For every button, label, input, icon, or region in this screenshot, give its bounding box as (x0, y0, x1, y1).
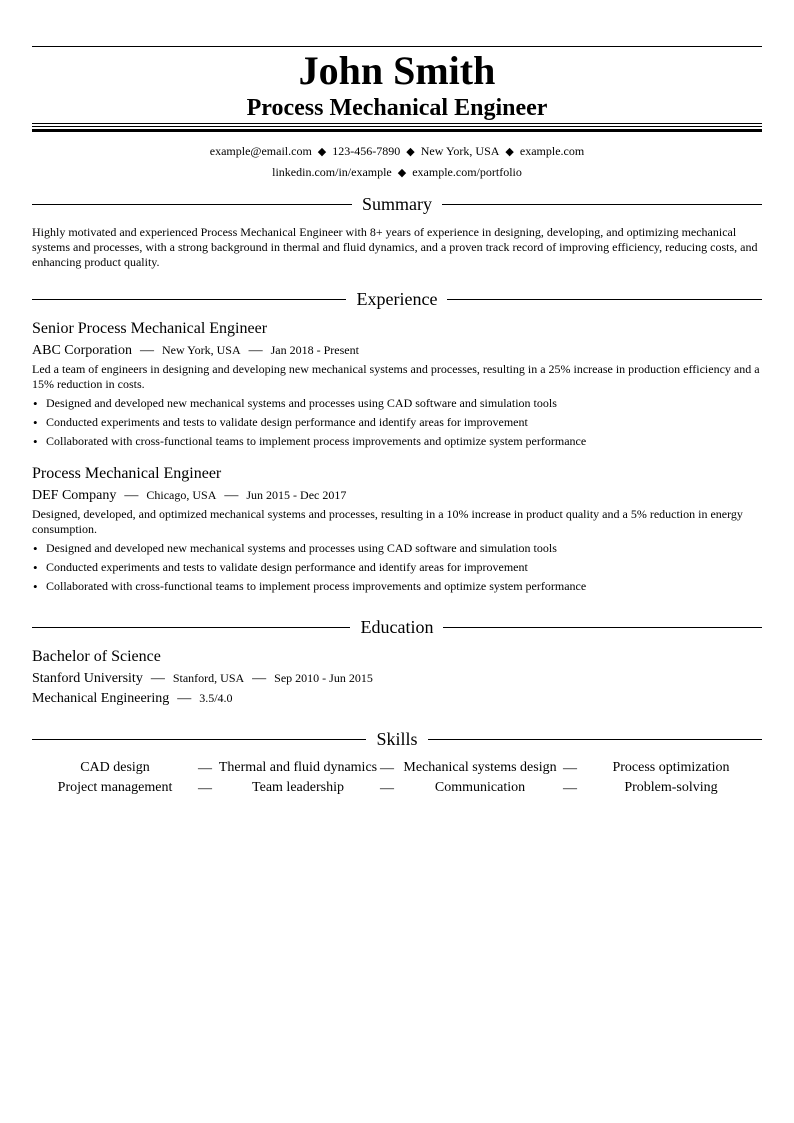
skill-item: Process optimization (612, 760, 730, 775)
job-description: Designed, developed, and optimized mechanical systems and processes, resulting in a 10% increase in product quality and a 5% reduction in energy consumption. (32, 507, 743, 536)
education-meta (32, 669, 373, 688)
skill-item: Communication (434, 780, 526, 795)
contact-website[interactable]: example.com (519, 144, 585, 158)
education-section-heading (32, 616, 762, 640)
education-gpa: 3.5/4.0 (199, 691, 233, 705)
candidate-name: John Smith (298, 48, 496, 93)
job-company: DEF Company (32, 488, 117, 503)
skills-row (32, 758, 762, 778)
education-location: Stanford, USA (172, 671, 245, 685)
dash-separator: — (124, 488, 139, 503)
education-dates: Sep 2010 - Jun 2015 (274, 671, 373, 685)
dash-separator: — (177, 691, 192, 706)
contact-phone[interactable]: 123-456-7890 (332, 144, 401, 158)
list-item: • Designed and developed new mechanical systems and processes using CAD software and simulation tools (32, 539, 762, 558)
dash-separator: — (150, 671, 165, 686)
dash-separator: — (563, 761, 577, 776)
header-rule-mid (32, 126, 762, 127)
job-description: Led a team of engineers in designing and developing new mechanical systems and processes, resulting in a 25% increase in production efficiency and a 15% reduction in costs. (32, 362, 760, 391)
job-bullet-list (32, 539, 762, 596)
list-item: • Collaborated with cross-functional teams to implement process improvements and optimize system performance (32, 432, 762, 451)
education-heading: Education (351, 617, 444, 637)
dash-separator: — (248, 343, 263, 358)
skill-item: Project management (57, 780, 173, 795)
contact-line-1 (32, 143, 762, 160)
job-title: Process Mechanical Engineer (32, 465, 222, 482)
contact-line-2 (32, 164, 762, 181)
education-school: Stanford University (32, 671, 143, 686)
summary-heading: Summary (352, 194, 442, 214)
dash-separator: — (252, 671, 267, 686)
list-item: • Designed and developed new mechanical systems and processes using CAD software and simulation tools (32, 394, 762, 413)
experience-heading: Experience (347, 289, 448, 309)
job-bullet-list (32, 394, 762, 451)
skill-item: Mechanical systems design (403, 760, 557, 775)
skills-row (32, 778, 762, 798)
dash-separator: — (198, 781, 212, 796)
job-location: New York, USA (161, 343, 241, 357)
dash-separator: — (563, 781, 577, 796)
skills-section-heading (32, 728, 762, 752)
dash-separator: — (198, 761, 212, 776)
dash-separator: — (224, 488, 239, 503)
list-item: • Conducted experiments and tests to validate design performance and identify areas for improvement (32, 558, 762, 577)
contact-portfolio[interactable]: example.com/portfolio (412, 165, 522, 179)
list-item: • Collaborated with cross-functional teams to implement process improvements and optimize system performance (32, 577, 762, 596)
job-dates: Jan 2018 - Present (270, 343, 359, 357)
job-dates: Jun 2015 - Dec 2017 (246, 488, 347, 502)
job-company: ABC Corporation (32, 343, 132, 358)
diamond-separator-icon: ◆ (397, 167, 407, 179)
skill-item: Team leadership (252, 780, 344, 795)
skills-heading: Skills (366, 729, 427, 749)
dash-separator: — (380, 761, 394, 776)
list-item: • Conducted experiments and tests to validate design performance and identify areas for improvement (32, 413, 762, 432)
summary-section-heading (32, 193, 762, 217)
skill-item: Thermal and fluid dynamics (218, 760, 378, 775)
skills-grid (32, 758, 762, 798)
education-degree: Bachelor of Science (32, 648, 161, 665)
job-title: Senior Process Mechanical Engineer (32, 320, 268, 337)
contact-location: New York, USA (420, 144, 500, 158)
dash-separator: — (139, 343, 154, 358)
header-rule-thick (32, 129, 762, 132)
experience-section-heading (32, 288, 762, 312)
job-meta (32, 341, 359, 360)
skill-item: CAD design (80, 760, 150, 775)
education-major: Mechanical Engineering (32, 691, 170, 706)
education-major-line (32, 689, 233, 708)
summary-text: Highly motivated and experienced Process Mechanical Engineer with 8+ years of experience in designing, developing, and optimizing mechanical systems and processes, with a strong background in thermal and fluid dynamics, and a proven track record of improving efficiency, reducing costs, and enhancing product quality. (32, 225, 758, 269)
diamond-separator-icon: ◆ (406, 146, 415, 158)
contact-email[interactable]: example@email.com (209, 144, 312, 158)
candidate-role: Process Mechanical Engineer (246, 95, 548, 121)
job-location: Chicago, USA (146, 488, 217, 502)
contact-linkedin[interactable]: linkedin.com/in/example (272, 165, 392, 179)
diamond-separator-icon: ◆ (317, 146, 327, 158)
dash-separator: — (380, 781, 394, 796)
job-meta (32, 486, 346, 505)
header-rule-thin (32, 123, 762, 124)
diamond-separator-icon: ◆ (505, 146, 514, 158)
header-top-rule (32, 46, 762, 47)
skill-item: Problem-solving (624, 780, 718, 795)
